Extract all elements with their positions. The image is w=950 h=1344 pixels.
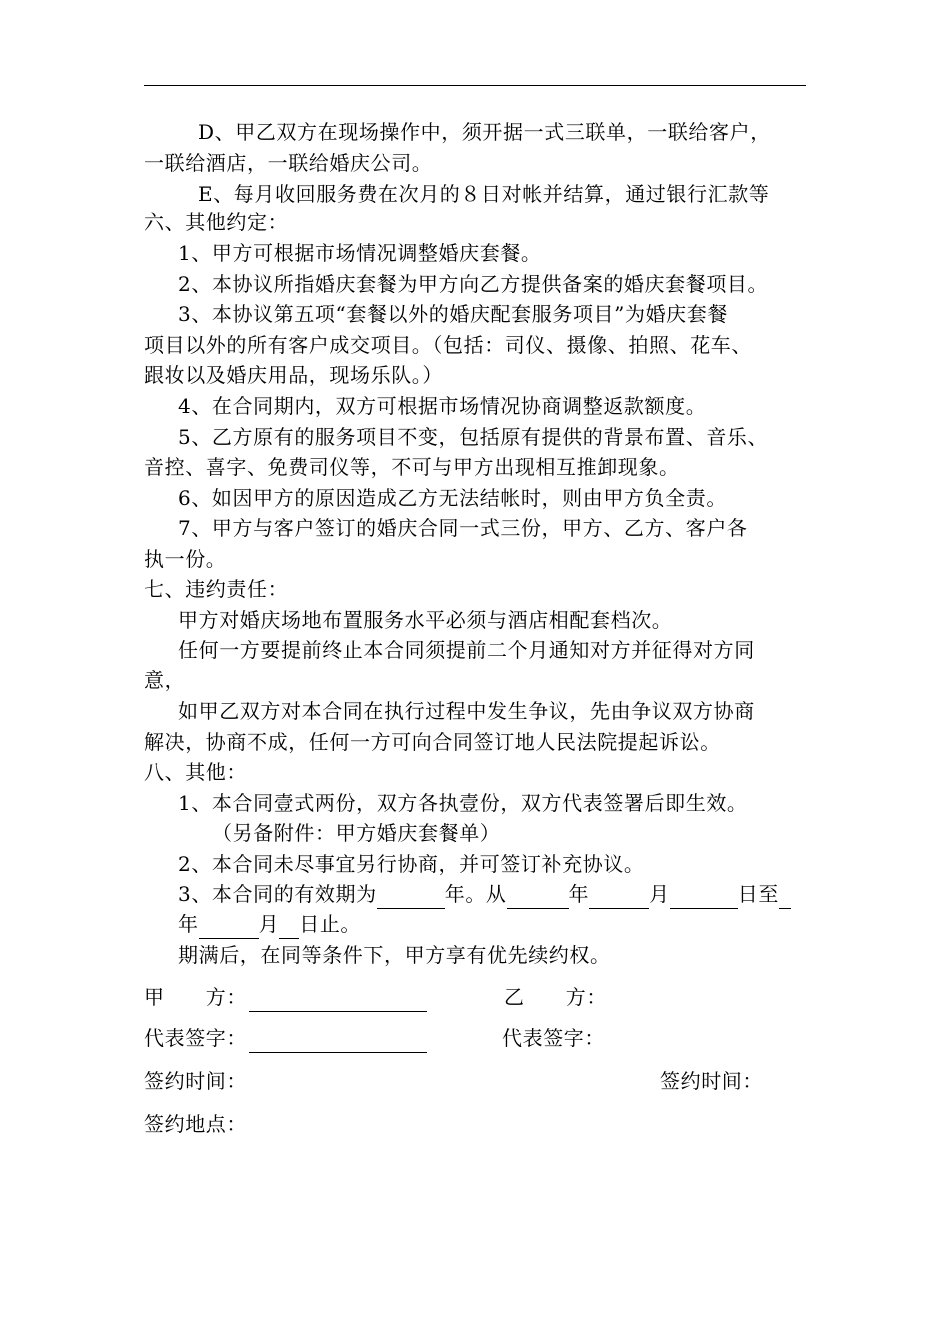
rep-a-row (144, 1023, 427, 1053)
section-6-item-6: 6、如因甲方的原因造成乙方无法结帐时，则由甲方负全责。 (178, 486, 727, 510)
section-7-item-3-line-2: 解决，协商不成，任何一方可向合同签订地人民法院提起诉讼。 (144, 730, 721, 754)
end-day-label: 日止。 (299, 912, 362, 936)
end-day-blank (279, 916, 299, 939)
start-day-blank (670, 886, 738, 909)
party-a-label: 甲 方： (144, 985, 247, 1009)
section-8-item-1: 1、本合同壹式两份，双方各执壹份，双方代表签署后即生效。 (178, 791, 748, 815)
start-month-label: 月 (649, 882, 670, 906)
section-7-item-2-line-2: 意， (144, 668, 186, 692)
clause-e-line-1: E、每月收回服务费在次月的８日对帐并结算，通过银行汇款等 (198, 182, 770, 206)
section-6-item-5-line-2: 音控、喜字、免费司仪等，不可与甲方出现相互推卸现象。 (144, 455, 680, 479)
section-6-item-4: 4、在合同期内，双方可根据市场情况协商调整返款额度。 (178, 394, 707, 418)
validity-years-blank (377, 886, 445, 909)
start-month-blank (589, 886, 649, 909)
clause-d-line-1: D、甲乙双方在现场操作中，须开据一式三联单，一联给客户， (198, 120, 771, 144)
section-6-item-7-line-2: 执一份。 (144, 547, 227, 571)
date-b-label: 签约时间： (660, 1069, 763, 1093)
section-6-item-5-line-1: 5、乙方原有的服务项目不变，包括原有提供的背景布置、音乐、 (178, 425, 769, 449)
section-6-item-7-line-1: 7、甲方与客户签订的婚庆合同一式三份，甲方、乙方、客户各 (178, 516, 748, 540)
start-year-label: 年 (568, 882, 590, 906)
end-year-label: 年 (178, 912, 199, 936)
end-month-label: 月 (258, 912, 280, 936)
section-6-item-2: 2、本协议所指婚庆套餐为甲方向乙方提供备案的婚庆套餐项目。 (178, 272, 769, 296)
section-6-heading: 六、其他约定： (144, 210, 289, 234)
party-a-line (249, 989, 427, 1012)
clause-d-line-2: 一联给酒店，一联给婚庆公司。 (144, 151, 433, 175)
section-8-item-3-line-1 (178, 879, 791, 909)
header-rule (144, 85, 806, 86)
section-8-item-3-line-2 (178, 909, 361, 939)
section-7-item-2-line-1: 任何一方要提前终止本合同须提前二个月通知对方并征得对方同 (178, 638, 755, 662)
section-6-item-3-line-1: 3、本协议第五项“套餐以外的婚庆配套服务项目”为婚庆套餐 (178, 302, 728, 326)
party-a-row (144, 982, 427, 1012)
validity-prefix: 3、本合同的有效期为 (178, 882, 377, 906)
section-8-heading: 八、其他： (144, 760, 247, 784)
section-6-item-3-line-2: 项目以外的所有客户成交项目。（包括：司仪、摄像、拍照、花车、 (144, 333, 752, 357)
start-day-to-label: 日至 (737, 882, 779, 906)
validity-year-from: 年。从 (444, 882, 507, 906)
rep-b-label: 代表签字： (502, 1026, 605, 1050)
date-a-label: 签约时间： (144, 1069, 247, 1093)
section-8-item-4: 期满后，在同等条件下，甲方享有优先续约权。 (178, 943, 611, 967)
section-7-item-1: 甲方对婚庆场地布置服务水平必须与酒店相配套档次。 (178, 608, 673, 632)
section-8-item-1-note: （另备附件：甲方婚庆套餐单） (212, 821, 501, 845)
place-label: 签约地点： (144, 1112, 247, 1136)
rep-a-line (249, 1030, 427, 1053)
end-year-blank (779, 886, 791, 909)
start-year-blank (507, 886, 569, 909)
section-6-item-1: 1、甲方可根据市场情况调整婚庆套餐。 (178, 241, 542, 265)
rep-a-label: 代表签字： (144, 1026, 247, 1050)
section-6-item-3-line-3: 跟妆以及婚庆用品，现场乐队。） (144, 363, 443, 387)
section-7-heading: 七、违约责任： (144, 577, 289, 601)
section-7-item-3-line-1: 如甲乙双方对本合同在执行过程中发生争议，先由争议双方协商 (178, 699, 755, 723)
end-month-blank (199, 916, 259, 939)
party-b-label: 乙 方： (504, 985, 607, 1009)
section-8-item-2: 2、本合同未尽事宜另行协商，并可签订补充协议。 (178, 852, 645, 876)
